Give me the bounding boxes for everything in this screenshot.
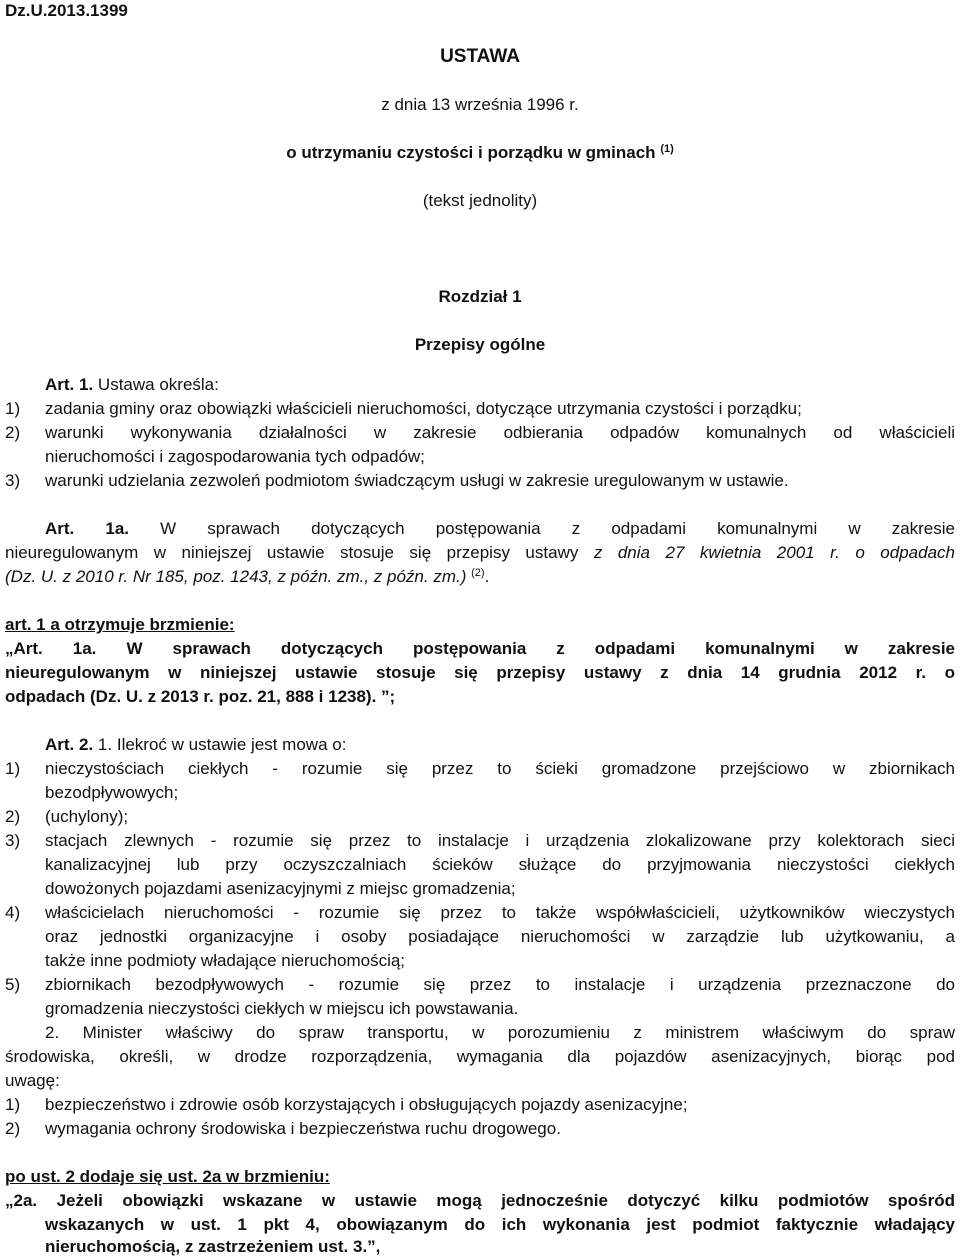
art1-item-3-num: 3) [5,471,21,490]
art2-item-5-line-1: zbiornikach bezodpływowych - rozumie się przez to instalacje i urządzenia przeznaczone do [45,975,955,994]
art2-item-1-line-2: bezodpływowych; [45,783,179,802]
act-name-text: o utrzymaniu czystości i porządku w gminach [286,143,656,162]
art2-ust-2-item-2-num: 2) [5,1119,21,1138]
amendment-1-line-1 [5,638,955,660]
art1a-line-2 [5,542,955,564]
art2-item-5-num: 5) [5,975,21,994]
act-date: z dnia 13 września 1996 r. [381,95,579,114]
art1-item-2-num: 2) [5,423,21,442]
art2-ust-2-item-1-text: bezpieczeństwo i zdrowie osób korzystających i obsługujących pojazdy asenizacyjne; [45,1095,688,1114]
art2-item-5-line-2: gromadzenia nieczystości ciekłych w miejscu ich powstawania. [45,999,519,1018]
art2-item-4-line-3: także inne podmioty władające nieruchomością; [45,951,406,970]
art1-item-2-text-cont: nieruchomości i zagospodarowania tych odpadów; [45,447,425,466]
art1a-line-3-citation: (Dz. U. z 2010 r. Nr 185, poz. 1243, z późn. zm., z późn. zm.) [5,567,467,586]
art1a-line-1 [45,518,955,540]
amendment-1-intro: art. 1 a otrzymuje brzmienie: [5,615,235,634]
art2-intro: Ilekroć w ustawie jest mowa o: [116,735,347,754]
art1-item-2-text: warunki wykonywania działalności w zakresie odbierania odpadów komunalnych od właścicieli [45,423,955,442]
art2-heading-line [45,734,346,756]
amendment-2-line-1: „2a. Jeżeli obowiązki wskazane w ustawie mogą jednocześnie dotyczyć kilku podmiotów spośród [5,1191,955,1210]
act-title: USTAWA [440,46,520,67]
art1a-line-2-plain: nieuregulowanym w niniejszej ustawie stosuje się przepisy ustawy [5,543,579,562]
amendment-1-line-3-text: odpadach (Dz. U. z 2013 r. poz. 21, 888 i 1238). [5,687,377,706]
art1-item-1-text: zadania gminy oraz obowiązki właścicieli nieruchomości, dotyczące utrzymania czystości i porządku; [45,399,802,418]
art2-item-3-line-1: stacjach zlewnych - rozumie się przez to instalacje i urządzenia zlokalizowane przy kolektorach sieci [45,831,955,850]
art2-ust-2-line-2: środowiska, określi, w drodze rozporządzenia, wymagania dla pojazdów asenizacyjnych, biorąc pod [5,1047,955,1066]
art2-item-3-line-3: dowożonych pojazdami asenizacyjnymi z miejsc gromadzenia; [45,879,516,898]
art2-item-1-line-1: nieczystościach ciekłych - rozumie się przez to ścieki gromadzone przejściowo w zbiornikach [45,759,955,778]
art2-item-4-num: 4) [5,903,21,922]
act-name [0,142,960,164]
art1a-line-3-end: . [484,567,490,586]
art2-ust-2-line-3: uwagę: [5,1071,60,1090]
amendment-1-heading: „Art. 1a. [5,639,97,658]
chapter-title: Przepisy ogólne [414,335,546,354]
art1-heading-line [45,374,219,396]
art2-heading: Art. 2. [45,735,94,754]
art1-item-3-text: warunki udzielania zezwoleń podmiotom świadczącym usługi w zakresie uregulowanym w ustawie. [45,471,789,490]
art1a-line-1-text: W sprawach dotyczących postępowania z odpadami komunalnymi w zakresie [160,519,955,538]
amendment-1-line-1-text: W sprawach dotyczących postępowania z odpadami komunalnymi w zakresie [126,639,956,658]
art1a-footnote: (2) [471,567,485,579]
art2-item-1-num: 1) [5,759,21,778]
amendment-1-line-2: nieuregulowanym w niniejszej ustawie stosuje się przepisy ustawy z dnia 14 grudnia 2012 r. o [5,663,955,682]
art1a-heading: Art. 1a. [45,519,130,538]
art2-item-2-num: 2) [5,807,21,826]
amendment-1-line-3 [5,686,395,708]
art2-ust-1: 1. [97,735,113,754]
art1-item-1-num: 1) [5,399,21,418]
art2-ust-2-item-2-text: wymagania ochrony środowiska i bezpieczeństwa ruchu drogowego. [45,1119,561,1138]
journal-reference: Dz.U.2013.1399 [5,1,128,20]
consolidated-text-note: (tekst jednolity) [422,191,538,210]
art2-item-3-line-2: kanalizacyjnej lub przy oczyszczalniach ścieków służące do przyjmowania nieczystości ciekłych [45,855,955,874]
art2-item-4-line-1: właścicielach nieruchomości - rozumie się przez to także współwłaścicieli, użytkowników wieczystych [45,903,955,922]
act-name-footnote: (1) [660,143,674,155]
art1a-line-2-citation: z dnia 27 kwietnia 2001 r. o odpadach [593,543,955,562]
art1-intro: Ustawa określa: [97,375,219,394]
art1-heading: Art. 1. [45,375,94,394]
amendment-1-line-3-end: ”; [381,687,396,706]
art1a-line-3 [5,566,489,588]
amendment-2-line-3: nieruchomością, z zastrzeżeniem ust. 3.”, [45,1237,381,1256]
amendment-2-line-2: wskazanych w ust. 1 pkt 4, obowiązanym do ich wykonania jest podmiot faktycznie władający [45,1215,955,1234]
art2-ust-2-line-1: 2. Minister właściwy do spraw transportu, w porozumieniu z ministrem właściwym do spraw [45,1023,955,1042]
amendment-2-intro: po ust. 2 dodaje się ust. 2a w brzmieniu: [5,1167,330,1186]
art2-item-2-line-1: (uchylony); [45,807,129,826]
art2-item-4-line-2: oraz jednostki organizacyjne i osoby posiadające nieruchomości w zarządzie lub użytkowaniu, a [45,927,955,946]
art2-ust-2-item-1-num: 1) [5,1095,21,1114]
chapter-label: Rozdział 1 [438,287,522,306]
art2-item-3-num: 3) [5,831,21,850]
